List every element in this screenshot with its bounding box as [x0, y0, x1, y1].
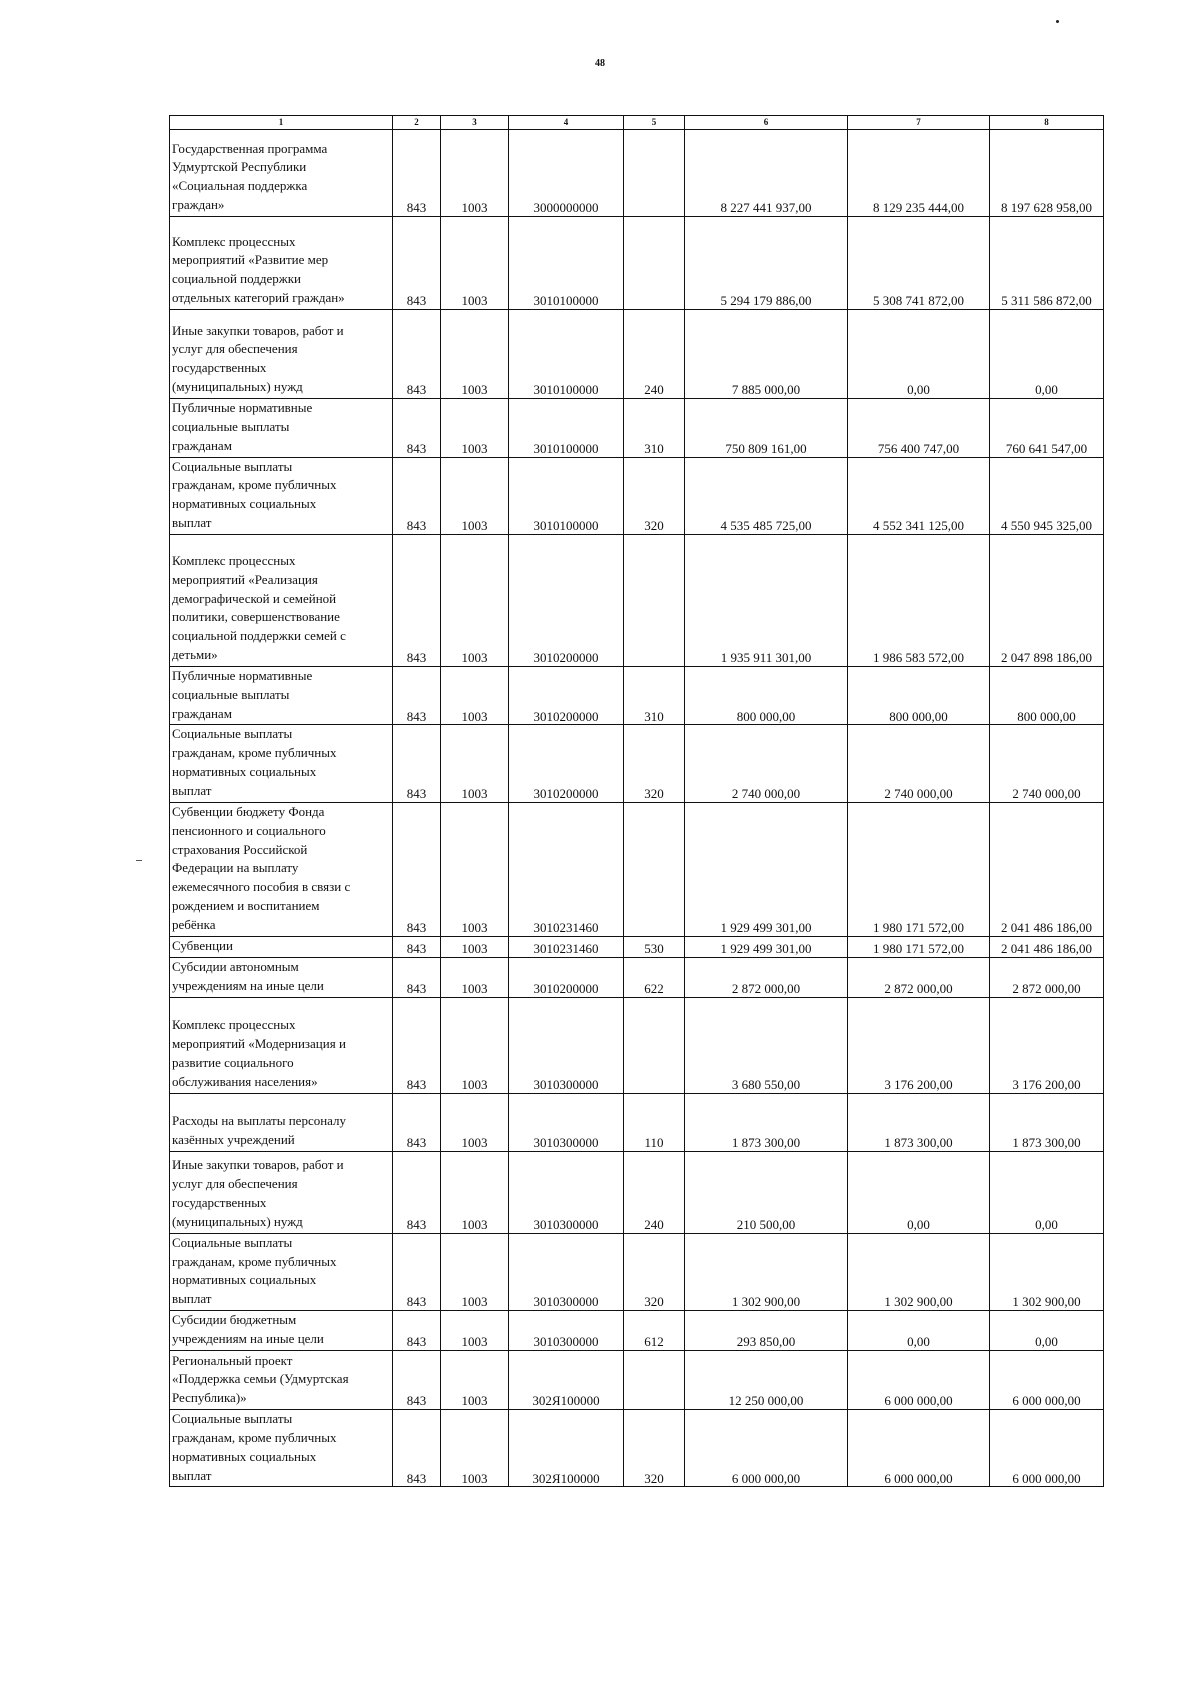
- table-row: [170, 310, 1104, 399]
- amount-year-2-cell: 8 129 235 444,00: [848, 130, 990, 217]
- table-row: [170, 217, 1104, 310]
- expense-name-line: социальные выплаты: [172, 686, 290, 702]
- ministry-code-cell: 843: [393, 725, 441, 802]
- amount-year-3-cell: 0,00: [990, 1151, 1104, 1233]
- expense-type-cell: 530: [624, 936, 685, 957]
- section-code-cell: 1003: [441, 130, 509, 217]
- expense-name-line: Комплекс процессных: [172, 552, 296, 568]
- expense-name-line: гражданам, кроме публичных: [172, 1429, 337, 1445]
- amount-year-3-cell: 0,00: [990, 310, 1104, 399]
- amount-year-3-cell: 2 872 000,00: [990, 957, 1104, 997]
- expense-name-cell: [170, 936, 393, 957]
- expense-name-line: выплат: [172, 1291, 212, 1307]
- amount-year-1-cell: 4 535 485 725,00: [685, 457, 848, 534]
- expense-name-line: Социальные выплаты: [172, 726, 293, 742]
- expense-type-cell: [624, 1351, 685, 1410]
- expense-name-line: мероприятий «Реализация: [172, 571, 318, 587]
- expense-name-line: Публичные нормативные: [172, 667, 313, 683]
- amount-year-2-cell: 0,00: [848, 310, 990, 399]
- amount-year-2-cell: 2 872 000,00: [848, 957, 990, 997]
- amount-year-1-cell: 1 929 499 301,00: [685, 936, 848, 957]
- amount-year-1-cell: 6 000 000,00: [685, 1410, 848, 1487]
- expense-name-line: учреждениям на иные цели: [172, 1331, 324, 1347]
- amount-year-3-cell: 2 047 898 186,00: [990, 534, 1104, 666]
- table-row: [170, 1410, 1104, 1487]
- expense-name-line: гражданам: [172, 437, 232, 453]
- table-row: [170, 457, 1104, 534]
- expense-type-cell: 622: [624, 957, 685, 997]
- expense-type-cell: [624, 217, 685, 310]
- expense-name-line: социальной поддержки: [172, 271, 301, 287]
- expense-name-line: мероприятий «Развитие мер: [172, 252, 329, 268]
- section-code-cell: 1003: [441, 217, 509, 310]
- expense-type-cell: 320: [624, 1233, 685, 1310]
- expense-name-line: услуг для обеспечения: [172, 1176, 298, 1192]
- amount-year-1-cell: 800 000,00: [685, 666, 848, 725]
- expense-name-cell: [170, 457, 393, 534]
- amount-year-2-cell: 5 308 741 872,00: [848, 217, 990, 310]
- amount-year-2-cell: 800 000,00: [848, 666, 990, 725]
- amount-year-1-cell: 8 227 441 937,00: [685, 130, 848, 217]
- expense-name-cell: [170, 399, 393, 458]
- expense-name-line: Комплекс процессных: [172, 233, 296, 249]
- expense-type-cell: [624, 997, 685, 1093]
- section-code-cell: 1003: [441, 725, 509, 802]
- amount-year-1-cell: 7 885 000,00: [685, 310, 848, 399]
- expense-name-line: Удмуртской Республики: [172, 159, 307, 175]
- amount-year-3-cell: 1 302 900,00: [990, 1233, 1104, 1310]
- target-article-cell: 3010200000: [509, 534, 624, 666]
- ministry-code-cell: 843: [393, 310, 441, 399]
- amount-year-1-cell: 2 872 000,00: [685, 957, 848, 997]
- table-row: [170, 997, 1104, 1093]
- expense-name-line: Расходы на выплаты персоналу: [172, 1112, 347, 1128]
- expense-name-line: нормативных социальных: [172, 1448, 317, 1464]
- expense-name-line: государственных: [172, 360, 267, 376]
- section-code-cell: 1003: [441, 534, 509, 666]
- ministry-code-cell: 843: [393, 457, 441, 534]
- table-row: [170, 1093, 1104, 1151]
- expense-name-line: Республика)»: [172, 1390, 247, 1406]
- amount-year-1-cell: 5 294 179 886,00: [685, 217, 848, 310]
- table-row: [170, 399, 1104, 458]
- ministry-code-cell: 843: [393, 936, 441, 957]
- amount-year-2-cell: 6 000 000,00: [848, 1410, 990, 1487]
- section-code-cell: 1003: [441, 1151, 509, 1233]
- table-row: [170, 1233, 1104, 1310]
- expense-type-cell: [624, 802, 685, 936]
- amount-year-3-cell: 800 000,00: [990, 666, 1104, 725]
- expense-name-cell: [170, 1311, 393, 1351]
- expense-name-line: пенсионного и социального: [172, 822, 326, 838]
- scan-speck: [1056, 20, 1059, 23]
- target-article-cell: 3010100000: [509, 217, 624, 310]
- amount-year-3-cell: 6 000 000,00: [990, 1351, 1104, 1410]
- section-code-cell: 1003: [441, 957, 509, 997]
- amount-year-1-cell: 1 302 900,00: [685, 1233, 848, 1310]
- section-code-cell: 1003: [441, 310, 509, 399]
- column-header: 1: [170, 116, 393, 130]
- expense-name-cell: [170, 802, 393, 936]
- target-article-cell: 3010300000: [509, 1093, 624, 1151]
- expense-name-line: выплат: [172, 1467, 212, 1483]
- column-header: 2: [393, 116, 441, 130]
- expense-name-cell: [170, 725, 393, 802]
- expense-name-cell: [170, 1410, 393, 1487]
- expense-name-line: (муниципальных) нужд: [172, 379, 303, 395]
- ministry-code-cell: 843: [393, 1233, 441, 1310]
- amount-year-3-cell: 1 873 300,00: [990, 1093, 1104, 1151]
- amount-year-3-cell: 3 176 200,00: [990, 997, 1104, 1093]
- column-header: 6: [685, 116, 848, 130]
- amount-year-3-cell: 5 311 586 872,00: [990, 217, 1104, 310]
- section-code-cell: 1003: [441, 1410, 509, 1487]
- ministry-code-cell: 843: [393, 802, 441, 936]
- column-header: 7: [848, 116, 990, 130]
- target-article-cell: 3010231460: [509, 802, 624, 936]
- amount-year-2-cell: 756 400 747,00: [848, 399, 990, 458]
- expense-name-line: Субсидии автономным: [172, 958, 299, 974]
- amount-year-2-cell: 6 000 000,00: [848, 1351, 990, 1410]
- table-row: [170, 534, 1104, 666]
- expense-type-cell: 240: [624, 310, 685, 399]
- expense-name-cell: [170, 666, 393, 725]
- table-body: [170, 116, 1104, 1487]
- ministry-code-cell: 843: [393, 399, 441, 458]
- target-article-cell: 302Я100000: [509, 1351, 624, 1410]
- ministry-code-cell: 843: [393, 1093, 441, 1151]
- section-code-cell: 1003: [441, 666, 509, 725]
- amount-year-1-cell: 1 873 300,00: [685, 1093, 848, 1151]
- ministry-code-cell: 843: [393, 130, 441, 217]
- section-code-cell: 1003: [441, 802, 509, 936]
- expense-type-cell: 310: [624, 399, 685, 458]
- expense-type-cell: 310: [624, 666, 685, 725]
- table-row: [170, 130, 1104, 217]
- expense-name-line: ребёнка: [172, 916, 216, 932]
- expense-name-cell: [170, 957, 393, 997]
- expense-name-cell: [170, 217, 393, 310]
- expense-name-line: политики, совершенствование: [172, 609, 340, 625]
- table-row: [170, 936, 1104, 957]
- expense-name-line: Социальные выплаты: [172, 1411, 293, 1427]
- expense-name-line: Социальные выплаты: [172, 458, 293, 474]
- amount-year-1-cell: 12 250 000,00: [685, 1351, 848, 1410]
- expense-name-line: Федерации на выплату: [172, 860, 299, 876]
- expense-name-line: гражданам: [172, 705, 232, 721]
- target-article-cell: 3010300000: [509, 1233, 624, 1310]
- column-header: 8: [990, 116, 1104, 130]
- expense-type-cell: 320: [624, 725, 685, 802]
- target-article-cell: 3010200000: [509, 957, 624, 997]
- ministry-code-cell: 843: [393, 1311, 441, 1351]
- amount-year-3-cell: 2 041 486 186,00: [990, 936, 1104, 957]
- table-row: [170, 1151, 1104, 1233]
- expense-name-line: ежемесячного пособия в связи с: [172, 879, 351, 895]
- expense-type-cell: 240: [624, 1151, 685, 1233]
- expense-name-line: развитие социального: [172, 1054, 294, 1070]
- column-header: 3: [441, 116, 509, 130]
- ministry-code-cell: 843: [393, 217, 441, 310]
- amount-year-2-cell: 1 986 583 572,00: [848, 534, 990, 666]
- section-code-cell: 1003: [441, 997, 509, 1093]
- expense-name-line: детьми»: [172, 647, 218, 663]
- amount-year-1-cell: 1 929 499 301,00: [685, 802, 848, 936]
- amount-year-1-cell: 2 740 000,00: [685, 725, 848, 802]
- expense-type-cell: [624, 534, 685, 666]
- ministry-code-cell: 843: [393, 997, 441, 1093]
- expense-name-line: Социальные выплаты: [172, 1234, 293, 1250]
- expense-name-line: Иные закупки товаров, работ и: [172, 1157, 344, 1173]
- target-article-cell: 3010200000: [509, 666, 624, 725]
- amount-year-2-cell: 1 980 171 572,00: [848, 802, 990, 936]
- section-code-cell: 1003: [441, 457, 509, 534]
- target-article-cell: 3010100000: [509, 310, 624, 399]
- expense-name-line: (муниципальных) нужд: [172, 1213, 303, 1229]
- ministry-code-cell: 843: [393, 957, 441, 997]
- target-article-cell: 3010300000: [509, 1311, 624, 1351]
- expense-name-cell: [170, 1351, 393, 1410]
- expense-name-line: учреждениям на иные цели: [172, 977, 324, 993]
- amount-year-1-cell: 1 935 911 301,00: [685, 534, 848, 666]
- budget-table: [169, 115, 1104, 1487]
- expense-name-line: нормативных социальных: [172, 1272, 317, 1288]
- expense-name-cell: [170, 1233, 393, 1310]
- ministry-code-cell: 843: [393, 1351, 441, 1410]
- table-row: [170, 1351, 1104, 1410]
- expense-name-cell: [170, 310, 393, 399]
- amount-year-3-cell: 760 641 547,00: [990, 399, 1104, 458]
- expense-name-line: отдельных категорий граждан»: [172, 290, 345, 306]
- section-code-cell: 1003: [441, 936, 509, 957]
- expense-name-line: социальные выплаты: [172, 418, 290, 434]
- expense-type-cell: 320: [624, 1410, 685, 1487]
- amount-year-3-cell: 2 041 486 186,00: [990, 802, 1104, 936]
- target-article-cell: 302Я100000: [509, 1410, 624, 1487]
- expense-name-line: выплат: [172, 782, 212, 798]
- amount-year-3-cell: 8 197 628 958,00: [990, 130, 1104, 217]
- expense-name-line: гражданам, кроме публичных: [172, 477, 337, 493]
- expense-type-cell: 110: [624, 1093, 685, 1151]
- expense-name-line: страхования Российской: [172, 841, 308, 857]
- section-code-cell: 1003: [441, 1311, 509, 1351]
- expense-name-line: казённых учреждений: [172, 1131, 295, 1147]
- amount-year-1-cell: 210 500,00: [685, 1151, 848, 1233]
- amount-year-2-cell: 0,00: [848, 1311, 990, 1351]
- page-number: 48: [595, 58, 605, 69]
- amount-year-3-cell: 6 000 000,00: [990, 1410, 1104, 1487]
- expense-name-cell: [170, 997, 393, 1093]
- amount-year-2-cell: 0,00: [848, 1151, 990, 1233]
- expense-name-line: нормативных социальных: [172, 764, 317, 780]
- column-header: 4: [509, 116, 624, 130]
- table-row: [170, 802, 1104, 936]
- target-article-cell: 3000000000: [509, 130, 624, 217]
- amount-year-3-cell: 2 740 000,00: [990, 725, 1104, 802]
- section-code-cell: 1003: [441, 399, 509, 458]
- table-row: [170, 1311, 1104, 1351]
- amount-year-2-cell: 1 980 171 572,00: [848, 936, 990, 957]
- expense-name-line: Субвенции бюджету Фонда: [172, 803, 325, 819]
- expense-name-line: нормативных социальных: [172, 496, 317, 512]
- amount-year-3-cell: 0,00: [990, 1311, 1104, 1351]
- table-row: [170, 725, 1104, 802]
- expense-name-line: Субсидии бюджетным: [172, 1312, 297, 1328]
- expense-name-line: услуг для обеспечения: [172, 341, 298, 357]
- expense-name-line: Публичные нормативные: [172, 400, 313, 415]
- expense-name-line: демографической и семейной: [172, 590, 337, 606]
- amount-year-3-cell: 4 550 945 325,00: [990, 457, 1104, 534]
- section-code-cell: 1003: [441, 1351, 509, 1410]
- expense-name-line: гражданам, кроме публичных: [172, 745, 337, 761]
- amount-year-2-cell: 4 552 341 125,00: [848, 457, 990, 534]
- column-header: 5: [624, 116, 685, 130]
- expense-name-line: Государственная программа: [172, 140, 328, 156]
- expense-name-line: выплат: [172, 515, 212, 531]
- column-number-row: [170, 116, 1104, 130]
- expense-name-line: государственных: [172, 1194, 267, 1210]
- expense-name-line: мероприятий «Модернизация и: [172, 1036, 346, 1052]
- expense-name-cell: [170, 130, 393, 217]
- ministry-code-cell: 843: [393, 1410, 441, 1487]
- table-row: [170, 666, 1104, 725]
- target-article-cell: 3010100000: [509, 399, 624, 458]
- expense-name-line: обслуживания населения»: [172, 1073, 318, 1089]
- target-article-cell: 3010300000: [509, 997, 624, 1093]
- table-row: [170, 957, 1104, 997]
- amount-year-1-cell: 3 680 550,00: [685, 997, 848, 1093]
- target-article-cell: 3010100000: [509, 457, 624, 534]
- amount-year-1-cell: 750 809 161,00: [685, 399, 848, 458]
- amount-year-1-cell: 293 850,00: [685, 1311, 848, 1351]
- stray-mark: [136, 860, 142, 861]
- expense-type-cell: [624, 130, 685, 217]
- expense-name-line: Субвенции: [172, 937, 233, 953]
- expense-name-line: социальной поддержки семей с: [172, 628, 346, 644]
- target-article-cell: 3010300000: [509, 1151, 624, 1233]
- expense-name-line: «Социальная поддержка: [172, 178, 308, 194]
- ministry-code-cell: 843: [393, 1151, 441, 1233]
- expense-name-cell: [170, 1151, 393, 1233]
- expense-name-line: граждан»: [172, 197, 225, 213]
- expense-name-cell: [170, 534, 393, 666]
- target-article-cell: 3010231460: [509, 936, 624, 957]
- section-code-cell: 1003: [441, 1233, 509, 1310]
- expense-type-cell: 320: [624, 457, 685, 534]
- expense-name-cell: [170, 1093, 393, 1151]
- expense-type-cell: 612: [624, 1311, 685, 1351]
- amount-year-2-cell: 1 302 900,00: [848, 1233, 990, 1310]
- expense-name-line: Комплекс процессных: [172, 1017, 296, 1033]
- expense-name-line: рождением и воспитанием: [172, 898, 320, 914]
- amount-year-2-cell: 3 176 200,00: [848, 997, 990, 1093]
- expense-name-line: гражданам, кроме публичных: [172, 1253, 337, 1269]
- expense-name-line: Региональный проект: [172, 1352, 293, 1368]
- ministry-code-cell: 843: [393, 534, 441, 666]
- target-article-cell: 3010200000: [509, 725, 624, 802]
- expense-name-line: «Поддержка семьи (Удмуртская: [172, 1371, 349, 1387]
- ministry-code-cell: 843: [393, 666, 441, 725]
- amount-year-2-cell: 2 740 000,00: [848, 725, 990, 802]
- amount-year-2-cell: 1 873 300,00: [848, 1093, 990, 1151]
- section-code-cell: 1003: [441, 1093, 509, 1151]
- expense-name-line: Иные закупки товаров, работ и: [172, 322, 344, 338]
